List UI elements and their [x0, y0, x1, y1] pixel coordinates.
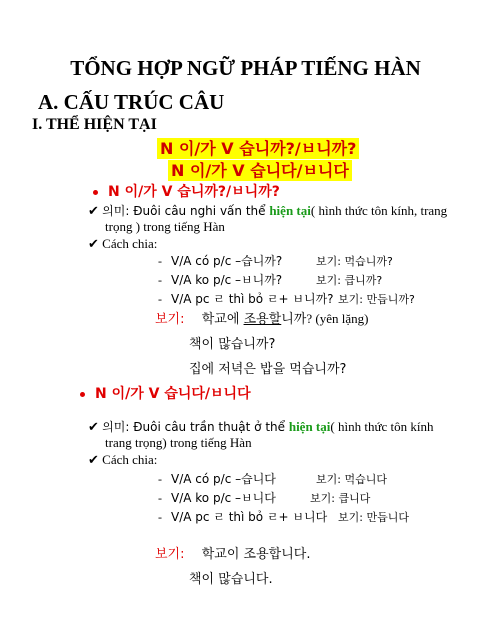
howto-question: ✔ Cách chia: — [88, 236, 158, 251]
bullet-dot-icon — [80, 392, 85, 397]
example-statement-2: 책이 많습니다. — [189, 572, 273, 587]
document-title: TỔNG HỢP NGỮ PHÁP TIẾNG HÀN — [70, 56, 421, 80]
rule-row: - V/A pc ㄹ thì bỏ ㄹ+ ㅂ니다 — [158, 510, 328, 524]
rule-example: 보기: 큽니까? — [316, 274, 383, 287]
rule-example: 보기: 만듭니까? — [338, 293, 415, 306]
rule-row: - V/A ko p/c –ㅂ니까? — [158, 273, 283, 287]
example-question-3: 집에 저녁은 밥을 먹습니까? — [189, 362, 347, 377]
example-question-1: 보기: 학교에 조용할니까? (yên lặng) — [155, 311, 369, 327]
meaning-question-line2: trọng ) trong tiếng Hàn — [105, 219, 225, 234]
checkmark-icon: ✔ — [88, 236, 99, 251]
highlight-formula-statement: N 이/가 V 습니다/ㅂ니다 — [168, 158, 352, 181]
section-a-heading: A. CẤU TRÚC CÂU — [38, 90, 225, 114]
example-statement-1: 보기: 학교이 조용합니다. — [155, 547, 311, 562]
bullet-dot-icon — [93, 190, 98, 195]
bullet-question-form: N 이/가 V 습니까?/ㅂ니까? — [93, 181, 280, 201]
meaning-statement: ✔ 의미: Đuôi câu trần thuật ở thể hiện tại( hình thức tôn kính — [88, 419, 434, 434]
checkmark-icon: ✔ — [88, 419, 99, 434]
rule-example: 보기: 큽니다 — [310, 492, 371, 505]
rule-row: - V/A pc ㄹ thì bỏ ㄹ+ ㅂ니까? — [158, 292, 334, 306]
rule-example: 보기: 먹습니다 — [316, 473, 387, 486]
rule-row: - V/A có p/c –습니까? — [158, 254, 283, 268]
rule-row: - V/A có p/c –습니다 — [158, 472, 276, 486]
example-question-2: 책이 많습니까? — [189, 337, 276, 352]
rule-row: - V/A ko p/c –ㅂ니다 — [158, 491, 276, 505]
meaning-statement-line2: trang trọng) trong tiếng Hàn — [105, 435, 252, 450]
highlight-formula-question: N 이/가 V 습니까?/ㅂ니까? — [157, 136, 359, 159]
rule-example: 보기: 만듭니다 — [338, 511, 409, 524]
rule-example: 보기: 먹습니까? — [316, 255, 393, 268]
checkmark-icon: ✔ — [88, 452, 99, 467]
meaning-question: ✔ 의미: Đuôi câu nghi vấn thể hiện tại( hình thức tôn kính, trang — [88, 203, 448, 218]
checkmark-icon: ✔ — [88, 203, 99, 218]
howto-statement: ✔ Cách chia: — [88, 452, 158, 467]
bullet-statement-form: N 이/가 V 습니다/ㅂ니다 — [80, 383, 251, 403]
section-i-heading: I. THỂ HIỆN TẠI — [32, 116, 157, 133]
